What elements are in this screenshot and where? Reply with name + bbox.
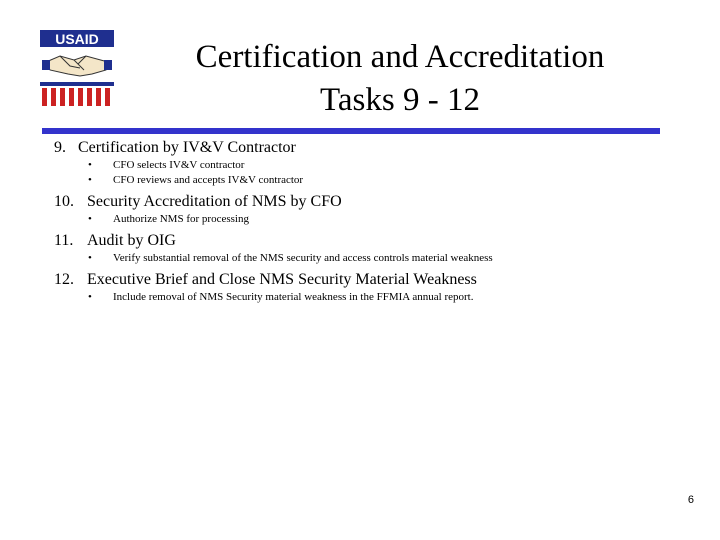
bullet-icon: • bbox=[88, 174, 92, 186]
task-heading bbox=[54, 192, 694, 212]
bullet-item bbox=[54, 251, 694, 266]
task-number: 9. bbox=[54, 139, 66, 156]
task-number: 11. bbox=[54, 232, 74, 249]
handshake-icon bbox=[42, 56, 112, 76]
bullet-item bbox=[54, 212, 694, 227]
task-title: Security Accreditation of NMS by CFO bbox=[87, 193, 342, 210]
task-12 bbox=[54, 270, 694, 305]
bullet-icon: • bbox=[88, 159, 92, 171]
task-10 bbox=[54, 192, 694, 227]
task-number: 12. bbox=[54, 271, 74, 288]
title-divider bbox=[42, 128, 660, 134]
bullet-item bbox=[54, 173, 694, 188]
bullet-text: Verify substantial removal of the NMS security and access controls material weakness bbox=[113, 252, 493, 264]
task-bullets bbox=[54, 251, 694, 266]
bullet-text: CFO selects IV&V contractor bbox=[113, 159, 245, 171]
flag-stripes bbox=[40, 82, 114, 106]
task-bullets bbox=[54, 290, 694, 305]
task-9 bbox=[54, 138, 694, 188]
task-title: Executive Brief and Close NMS Security Material Weakness bbox=[87, 271, 477, 288]
page-number: 6 bbox=[687, 494, 694, 506]
task-list bbox=[54, 138, 694, 309]
bullet-item bbox=[54, 158, 694, 173]
logo-text: USAID bbox=[55, 31, 99, 47]
task-title: Certification by IV&V Contractor bbox=[78, 139, 296, 156]
task-heading bbox=[54, 231, 694, 251]
task-11 bbox=[54, 231, 694, 266]
bullet-item bbox=[54, 290, 694, 305]
usaid-logo bbox=[40, 30, 114, 108]
bullet-icon: • bbox=[88, 213, 92, 225]
task-number: 10. bbox=[54, 193, 74, 210]
bullet-text: CFO reviews and accepts IV&V contractor bbox=[113, 174, 304, 186]
task-title: Audit by OIG bbox=[87, 232, 176, 249]
bullet-text: Include removal of NMS Security material weakness in the FFMIA annual report. bbox=[113, 291, 474, 303]
bullet-text: Authorize NMS for processing bbox=[113, 213, 249, 225]
task-bullets bbox=[54, 158, 694, 188]
title-line-2: Tasks 9 - 12 bbox=[320, 82, 480, 118]
task-bullets bbox=[54, 212, 694, 227]
task-heading bbox=[54, 270, 694, 290]
slide-title bbox=[140, 36, 660, 122]
bullet-icon: • bbox=[88, 291, 92, 303]
bullet-icon: • bbox=[88, 252, 92, 264]
task-heading bbox=[54, 138, 694, 158]
title-line-1: Certification and Accreditation bbox=[195, 39, 605, 75]
